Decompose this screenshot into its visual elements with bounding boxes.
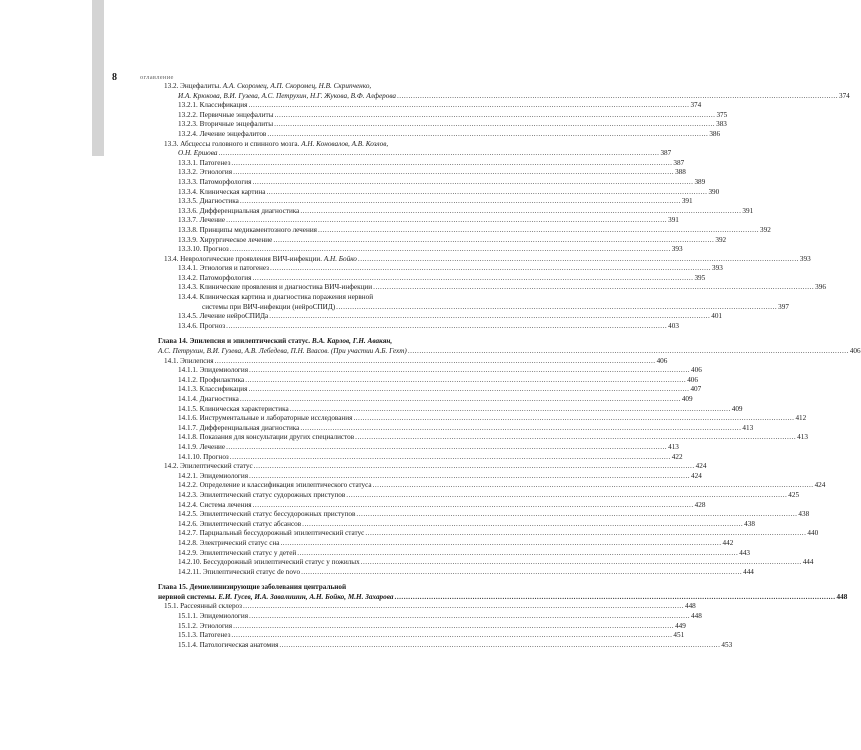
- toc-entry-authors: А.Н. Коновалов, А.В. Козлов,: [301, 139, 389, 148]
- toc-page-number: 391: [668, 216, 679, 225]
- toc-entry-title: [178, 612, 248, 622]
- toc-entry-heading: 14.2.2. Определение и классификация эпилептического статуса: [178, 481, 372, 490]
- toc-page-number: 409: [681, 395, 693, 403]
- toc-entry-title: [178, 395, 239, 405]
- leader-dots: [215, 357, 656, 367]
- toc-entry-heading: 14.1.6. Инструментальные и лабораторные исследования: [178, 414, 353, 423]
- toc-page-number: 374: [690, 101, 702, 110]
- toc-entry-title: [178, 529, 364, 539]
- toc-entry-heading: 15.1.1. Эпидемиология: [178, 612, 249, 621]
- leader-dots: [346, 491, 787, 501]
- leader-dots: [248, 101, 689, 111]
- toc-entry-heading: 14.2.6. Эпилептический статус абсансов: [178, 519, 302, 528]
- toc-entry: [158, 140, 456, 150]
- toc-entry-title: [178, 188, 265, 198]
- leader-dots: [373, 481, 814, 491]
- leader-dots: [226, 216, 667, 226]
- table-of-contents: [158, 82, 861, 650]
- leader-dots: [336, 303, 777, 313]
- toc-entry-heading: 14.1.2. Профилактика: [178, 375, 245, 384]
- toc-entry: [158, 538, 734, 549]
- toc-entry: [158, 206, 754, 217]
- toc-entry: [158, 158, 685, 169]
- toc-entry-authors: И.А. Крюкова, В.И. Гузева, А.С. Петрухин, Н.Г. Жукова, В.Ф. Алферова: [178, 91, 396, 100]
- leader-dots: [300, 207, 741, 217]
- toc-entry-heading: 14.1.9. Лечение: [178, 442, 226, 451]
- toc-page-number: 386: [709, 129, 721, 138]
- toc-entry: [158, 312, 723, 322]
- toc-entry-title: [178, 111, 273, 121]
- leader-dots: [395, 593, 836, 603]
- toc-entry: [158, 254, 811, 265]
- toc-page-number: 448: [836, 592, 848, 601]
- leader-dots: [226, 443, 667, 453]
- toc-page-number: 424: [814, 481, 826, 490]
- toc-entry-title: [178, 293, 373, 303]
- toc-page-number: 412: [795, 414, 807, 423]
- toc-page-number: 425: [788, 490, 800, 499]
- toc-entry-title: [178, 92, 396, 102]
- leader-dots: [249, 612, 690, 622]
- toc-page-number: 374: [838, 91, 850, 100]
- toc-entry: [158, 366, 702, 376]
- toc-page-number: 406: [849, 347, 861, 356]
- toc-entry: [158, 452, 683, 463]
- toc-page-number: 448: [691, 612, 702, 621]
- toc-entry: [158, 519, 755, 530]
- running-head: оглавление: [140, 74, 174, 81]
- toc-entry-heading: 15.1. Рассеянный склероз: [164, 602, 242, 611]
- leader-dots: [254, 462, 695, 472]
- toc-entry-authors: А.С. Петрухин, В.И. Гузева, А.В. Лебедева, П.Н. Власов. (При участии А.Б. Гехт): [158, 347, 407, 356]
- toc-entry: [158, 101, 702, 111]
- toc-entry: [158, 583, 456, 593]
- toc-entry: [158, 548, 751, 559]
- toc-entry-title: [178, 520, 301, 530]
- toc-entry-title: [178, 433, 354, 443]
- toc-entry-title: [158, 347, 407, 357]
- leader-dots: [226, 322, 667, 332]
- toc-entry: [158, 442, 679, 453]
- toc-entry-title: [178, 622, 232, 632]
- toc-entry-title: [178, 472, 248, 482]
- toc-entry-title: [164, 602, 242, 612]
- toc-entry-title: [164, 255, 357, 265]
- toc-page-number: 424: [695, 462, 707, 471]
- toc-entry-title: [178, 539, 280, 549]
- leader-dots: [270, 264, 711, 274]
- leader-dots: [297, 549, 738, 559]
- toc-entry-heading: 15.1.2. Этиология: [178, 621, 233, 630]
- toc-entry: [158, 187, 720, 198]
- toc-page-number: 393: [671, 245, 683, 254]
- leader-dots: [249, 472, 690, 482]
- toc-entry-authors: А.Н. Бойко: [323, 254, 357, 263]
- toc-entry: [158, 558, 814, 568]
- toc-entry-heading: 13.4.6. Прогноз: [178, 321, 226, 330]
- leader-dots: [253, 501, 694, 511]
- toc-page-number: 413: [797, 433, 808, 442]
- toc-entry-title: [178, 197, 239, 207]
- toc-entry-heading: 13.4.2. Патоморфология: [178, 273, 252, 282]
- toc-entry: [158, 302, 789, 313]
- toc-entry: [158, 264, 723, 274]
- toc-entry: [158, 129, 721, 140]
- toc-entry-heading: 13.3.10. Прогноз: [178, 245, 229, 254]
- toc-page-number: 444: [743, 567, 754, 576]
- toc-entry-title: [178, 453, 229, 463]
- toc-entry-heading: 13.3. Абсцессы головного и спинного мозга.: [164, 139, 302, 148]
- toc-entry-heading: 14.1.5. Клиническая характеристика: [178, 404, 289, 413]
- toc-page-number: 449: [675, 621, 686, 630]
- toc-entry-title: [178, 168, 232, 178]
- toc-entry: [158, 423, 754, 434]
- toc-entry-title: [158, 583, 346, 593]
- leader-dots: [318, 226, 759, 236]
- toc-entry-title: [178, 510, 355, 520]
- toc-page-number: 391: [681, 197, 693, 206]
- leader-dots: [279, 641, 720, 651]
- toc-page-number: 388: [675, 168, 686, 177]
- toc-entry-title: [178, 424, 299, 434]
- toc-page-number: 390: [708, 187, 720, 196]
- toc-entry-title: [178, 558, 360, 568]
- toc-page-number: 392: [760, 225, 771, 234]
- toc-page-number: 392: [715, 235, 727, 244]
- toc-entry-title: [164, 357, 214, 367]
- toc-entry-heading: 14.2.8. Электрический статус сна: [178, 538, 280, 547]
- toc-page-number: 383: [716, 120, 727, 129]
- toc-entry-heading: 13.2. Энцефалиты.: [164, 82, 223, 90]
- toc-entry-authors: Е.И. Гусев, И.А. Завалишин, А.Н. Бойко, М.Н. Захарова: [218, 592, 394, 601]
- toc-page-number: 428: [694, 500, 706, 509]
- toc-entry: [158, 168, 686, 178]
- toc-entry-heading: 13.3.7. Лечение: [178, 216, 226, 225]
- toc-entry: [158, 490, 800, 501]
- toc-entry-heading: 15.1.3. Патогенез: [178, 631, 231, 640]
- toc-entry: [158, 283, 826, 293]
- toc-page-number: 406: [687, 375, 698, 384]
- leader-dots: [240, 395, 681, 405]
- toc-page-number: 442: [722, 538, 734, 547]
- leader-dots: [231, 631, 672, 641]
- toc-entry-heading: 14.2.9. Эпилептический статус у детей: [178, 548, 297, 557]
- toc-entry-heading: 13.2.3. Вторичные энцефалиты: [178, 120, 274, 129]
- toc-page-number: 438: [798, 510, 810, 519]
- toc-entry-heading: 13.3.2. Этиология: [178, 168, 233, 177]
- toc-entry-title: [178, 101, 247, 111]
- leader-dots: [301, 568, 742, 578]
- toc-entry: [158, 640, 733, 651]
- toc-entry-heading: 14.2.5. Эпилептический статус бессудорожных приступов: [178, 510, 356, 519]
- toc-entry-heading: 13.3.5. Диагностика: [178, 197, 239, 206]
- toc-page-number: 403: [668, 321, 679, 330]
- leader-dots: [252, 178, 693, 188]
- toc-page-number: 389: [694, 177, 706, 186]
- toc-page-number: 401: [711, 312, 723, 321]
- toc-entry-heading: 14.1.10. Прогноз: [178, 452, 229, 461]
- toc-entry-title: [178, 568, 300, 578]
- toc-entry: [158, 197, 693, 207]
- toc-entry: [158, 404, 743, 415]
- toc-entry: [158, 385, 702, 395]
- leader-dots: [300, 424, 741, 434]
- toc-entry-heading: 14.2. Эпилептический статус: [164, 462, 253, 471]
- leader-dots: [361, 558, 802, 568]
- toc-entry-title: [178, 226, 317, 236]
- toc-page-number: 438: [744, 519, 755, 528]
- toc-entry: [158, 120, 727, 130]
- toc-entry-title: [178, 385, 247, 395]
- toc-entry-title: [178, 312, 268, 322]
- toc-entry: [158, 462, 707, 472]
- toc-entry: [158, 225, 771, 236]
- toc-entry-heading: 14.1.4. Диагностика: [178, 395, 239, 403]
- leader-dots: [274, 120, 715, 130]
- toc-entry-title: [164, 140, 388, 150]
- leader-dots: [230, 453, 671, 463]
- toc-entry-title: [178, 481, 372, 491]
- toc-entry-title: [178, 149, 217, 159]
- toc-entry: [158, 433, 808, 443]
- toc-entry: [158, 337, 456, 347]
- leader-dots: [290, 405, 731, 415]
- toc-entry-authors: А.А. Скоромец, А.П. Скоромец, Н.В. Скрипченко,: [222, 82, 372, 90]
- toc-entry-title: [158, 337, 392, 347]
- leader-dots: [218, 149, 659, 159]
- leader-dots: [365, 529, 806, 539]
- toc-entry-heading: 14.1.7. Дифференциальная диагностика: [178, 423, 300, 432]
- toc-page-number: 407: [690, 385, 702, 394]
- toc-page-number: 443: [739, 548, 751, 557]
- toc-entry: [158, 529, 819, 539]
- toc-entry-title: [202, 303, 335, 313]
- leader-dots: [240, 197, 681, 207]
- toc-entry: [158, 567, 754, 578]
- toc-entry-heading: Глава 14. Эпилепсия и эпилептический статус.: [158, 337, 312, 346]
- toc-entry-heading: 13.3.9. Хирургическое лечение: [178, 235, 273, 244]
- toc-entry: [158, 500, 706, 511]
- toc-entry-title: [178, 443, 225, 453]
- toc-entry-heading: 14.2.3. Эпилептический статус судорожных приступов: [178, 490, 346, 499]
- leader-dots: [243, 602, 684, 612]
- toc-entry-title: [178, 501, 252, 511]
- toc-entry-title: [178, 274, 251, 284]
- toc-entry: [158, 177, 706, 188]
- toc-entry-title: [178, 405, 289, 415]
- toc-entry: [158, 235, 727, 246]
- leader-dots: [230, 245, 671, 255]
- toc-page-number: 440: [807, 529, 819, 538]
- toc-entry: [158, 414, 807, 424]
- toc-entry: [158, 273, 706, 284]
- leader-dots: [373, 283, 814, 293]
- toc-entry-heading: 14.2.7. Парциальный бессудорожный эпилептический статус: [178, 529, 365, 538]
- toc-page-number: 387: [660, 149, 672, 158]
- toc-entry-heading: 14.1.8. Показания для консультации других специалистов: [178, 433, 355, 442]
- leader-dots: [266, 188, 707, 198]
- toc-page-number: 406: [656, 356, 668, 365]
- toc-entry: [158, 245, 683, 255]
- toc-entry-title: [178, 491, 345, 501]
- toc-entry: [158, 631, 685, 641]
- toc-page-number: 391: [742, 206, 754, 215]
- toc-entry: [158, 395, 693, 405]
- toc-entry-heading: 14.2.4. Система лечения: [178, 500, 252, 509]
- toc-entry: [158, 216, 679, 226]
- toc-entry-heading: 13.4.1. Этиология и патогенез: [178, 264, 270, 273]
- leader-dots: [245, 376, 686, 386]
- toc-entry-title: [178, 178, 251, 188]
- toc-entry: [158, 602, 696, 612]
- toc-entry-title: [178, 120, 273, 130]
- toc-entry-title: [178, 130, 266, 140]
- leader-dots: [397, 92, 838, 102]
- toc-entry-title: [178, 264, 269, 274]
- toc-entry: [158, 510, 810, 520]
- toc-entry-authors: В.А. Карлов, Г.Н. Авакян,: [311, 337, 393, 346]
- toc-entry: [158, 612, 702, 622]
- toc-page-number: 448: [684, 602, 696, 611]
- toc-entry-heading: 13.3.8. Принципы медикаментозного лечения: [178, 225, 317, 234]
- toc-entry-title: [178, 366, 248, 376]
- leader-dots: [281, 539, 722, 549]
- toc-page-number: 409: [731, 404, 743, 413]
- toc-entry-heading: 14.2.11. Эпилептический статус de novo: [178, 567, 301, 576]
- toc-entry-title: [178, 283, 372, 293]
- toc-entry: [158, 592, 848, 603]
- toc-entry-title: [178, 245, 229, 255]
- toc-page-number: 393: [712, 264, 723, 273]
- page-number: 8: [112, 72, 117, 83]
- toc-entry-heading: 13.3.4. Клиническая картина: [178, 187, 266, 196]
- toc-page-number: 422: [671, 452, 683, 461]
- toc-entry: [158, 356, 668, 367]
- page-gutter-shadow: [92, 0, 104, 156]
- toc-entry-heading: 13.3.1. Патогенез: [178, 158, 231, 167]
- leader-dots: [233, 622, 674, 632]
- toc-page-number: 393: [799, 254, 811, 263]
- toc-entry: [158, 82, 456, 92]
- toc-entry-heading: 14.1.3. Классификация: [178, 385, 248, 394]
- toc-page-number: 387: [673, 158, 685, 167]
- toc-entry-heading: 13.4.3. Клинические проявления и диагностика ВИЧ-инфекции: [178, 283, 373, 292]
- toc-entry-title: [178, 376, 244, 386]
- leader-dots: [231, 159, 672, 169]
- toc-entry-title: [178, 549, 296, 559]
- toc-entry-title: [178, 641, 278, 651]
- toc-page-number: 397: [778, 302, 789, 311]
- toc-entry-heading: 14.2.10. Бессудорожный эпилептический статус у пожилых: [178, 558, 360, 567]
- leader-dots: [356, 510, 797, 520]
- toc-page-number: 395: [694, 273, 706, 282]
- toc-entry-title: [178, 236, 272, 246]
- toc-entry-title: [178, 322, 225, 332]
- toc-entry-title: [178, 631, 230, 641]
- leader-dots: [355, 433, 796, 443]
- toc-entry-authors: О.Н. Ершова: [178, 149, 218, 158]
- toc-entry-title: [178, 414, 352, 424]
- toc-entry: [158, 321, 679, 332]
- leader-dots: [408, 347, 849, 357]
- toc-entry: [158, 110, 728, 121]
- toc-entry-title: [158, 593, 394, 603]
- toc-entry-heading: 15.1.4. Патологическая анатомия: [178, 640, 279, 649]
- toc-entry: [158, 91, 850, 102]
- toc-entry: [158, 293, 456, 303]
- toc-entry: [158, 621, 686, 632]
- toc-entry-heading: 14.1.1. Эпидемиология: [178, 366, 249, 375]
- toc-entry-heading: 13.4.5. Лечение нейроСПИДа: [178, 312, 269, 321]
- leader-dots: [252, 274, 693, 284]
- toc-entry-heading: 13.4.4. Клиническая картина и диагностика поражения нервной: [178, 293, 374, 302]
- leader-dots: [248, 385, 689, 395]
- toc-entry-heading: 13.2.2. Первичные энцефалиты: [178, 110, 274, 119]
- toc-entry: [158, 481, 826, 491]
- toc-entry-heading: Глава 15. Демиелинизирующие заболевания центральной: [158, 583, 347, 592]
- toc-entry-heading: 13.3.6. Дифференциальная диагностика: [178, 206, 300, 215]
- toc-entry-title: [164, 462, 253, 472]
- toc-entry-heading: нервной системы.: [158, 592, 219, 601]
- toc-page-number: 396: [815, 283, 826, 292]
- toc-entry-heading: 13.4. Неврологические проявления ВИЧ-инфекции.: [164, 254, 324, 263]
- toc-page-number: 375: [716, 110, 728, 119]
- toc-page-number: 406: [691, 366, 702, 375]
- toc-entry-title: [178, 207, 299, 217]
- toc-entry-title: [164, 82, 371, 92]
- leader-dots: [273, 236, 714, 246]
- leader-dots: [249, 366, 690, 376]
- toc-entry-heading: 14.2.1. Эпидемиология: [178, 471, 249, 480]
- leader-dots: [358, 255, 799, 265]
- toc-entry-title: [178, 216, 225, 226]
- toc-entry: [158, 471, 702, 482]
- toc-entry-heading: 13.2.4. Лечение энцефалитов: [178, 129, 267, 138]
- toc-page-number: 413: [668, 442, 679, 451]
- leader-dots: [274, 111, 715, 121]
- leader-dots: [353, 414, 794, 424]
- toc-entry-heading: 14.1. Эпилепсия: [164, 356, 214, 365]
- leader-dots: [267, 130, 708, 140]
- toc-entry-heading: 13.3.3. Патоморфология: [178, 177, 252, 186]
- toc-page-number: 444: [802, 558, 814, 567]
- leader-dots: [233, 168, 674, 178]
- toc-entry: [158, 347, 861, 357]
- toc-entry: [158, 375, 698, 386]
- toc-page-number: 424: [691, 471, 702, 480]
- toc-entry: [158, 149, 672, 159]
- toc-entry-heading: системы при ВИЧ-инфекции (нейроСПИД): [202, 302, 336, 311]
- toc-entry-heading: 13.2.1. Классификация: [178, 101, 248, 110]
- leader-dots: [302, 520, 743, 530]
- toc-page-number: 413: [742, 423, 754, 432]
- toc-entry-title: [178, 159, 230, 169]
- leader-dots: [269, 312, 710, 322]
- toc-page-number: 451: [673, 631, 685, 640]
- toc-page-number: 453: [721, 640, 733, 649]
